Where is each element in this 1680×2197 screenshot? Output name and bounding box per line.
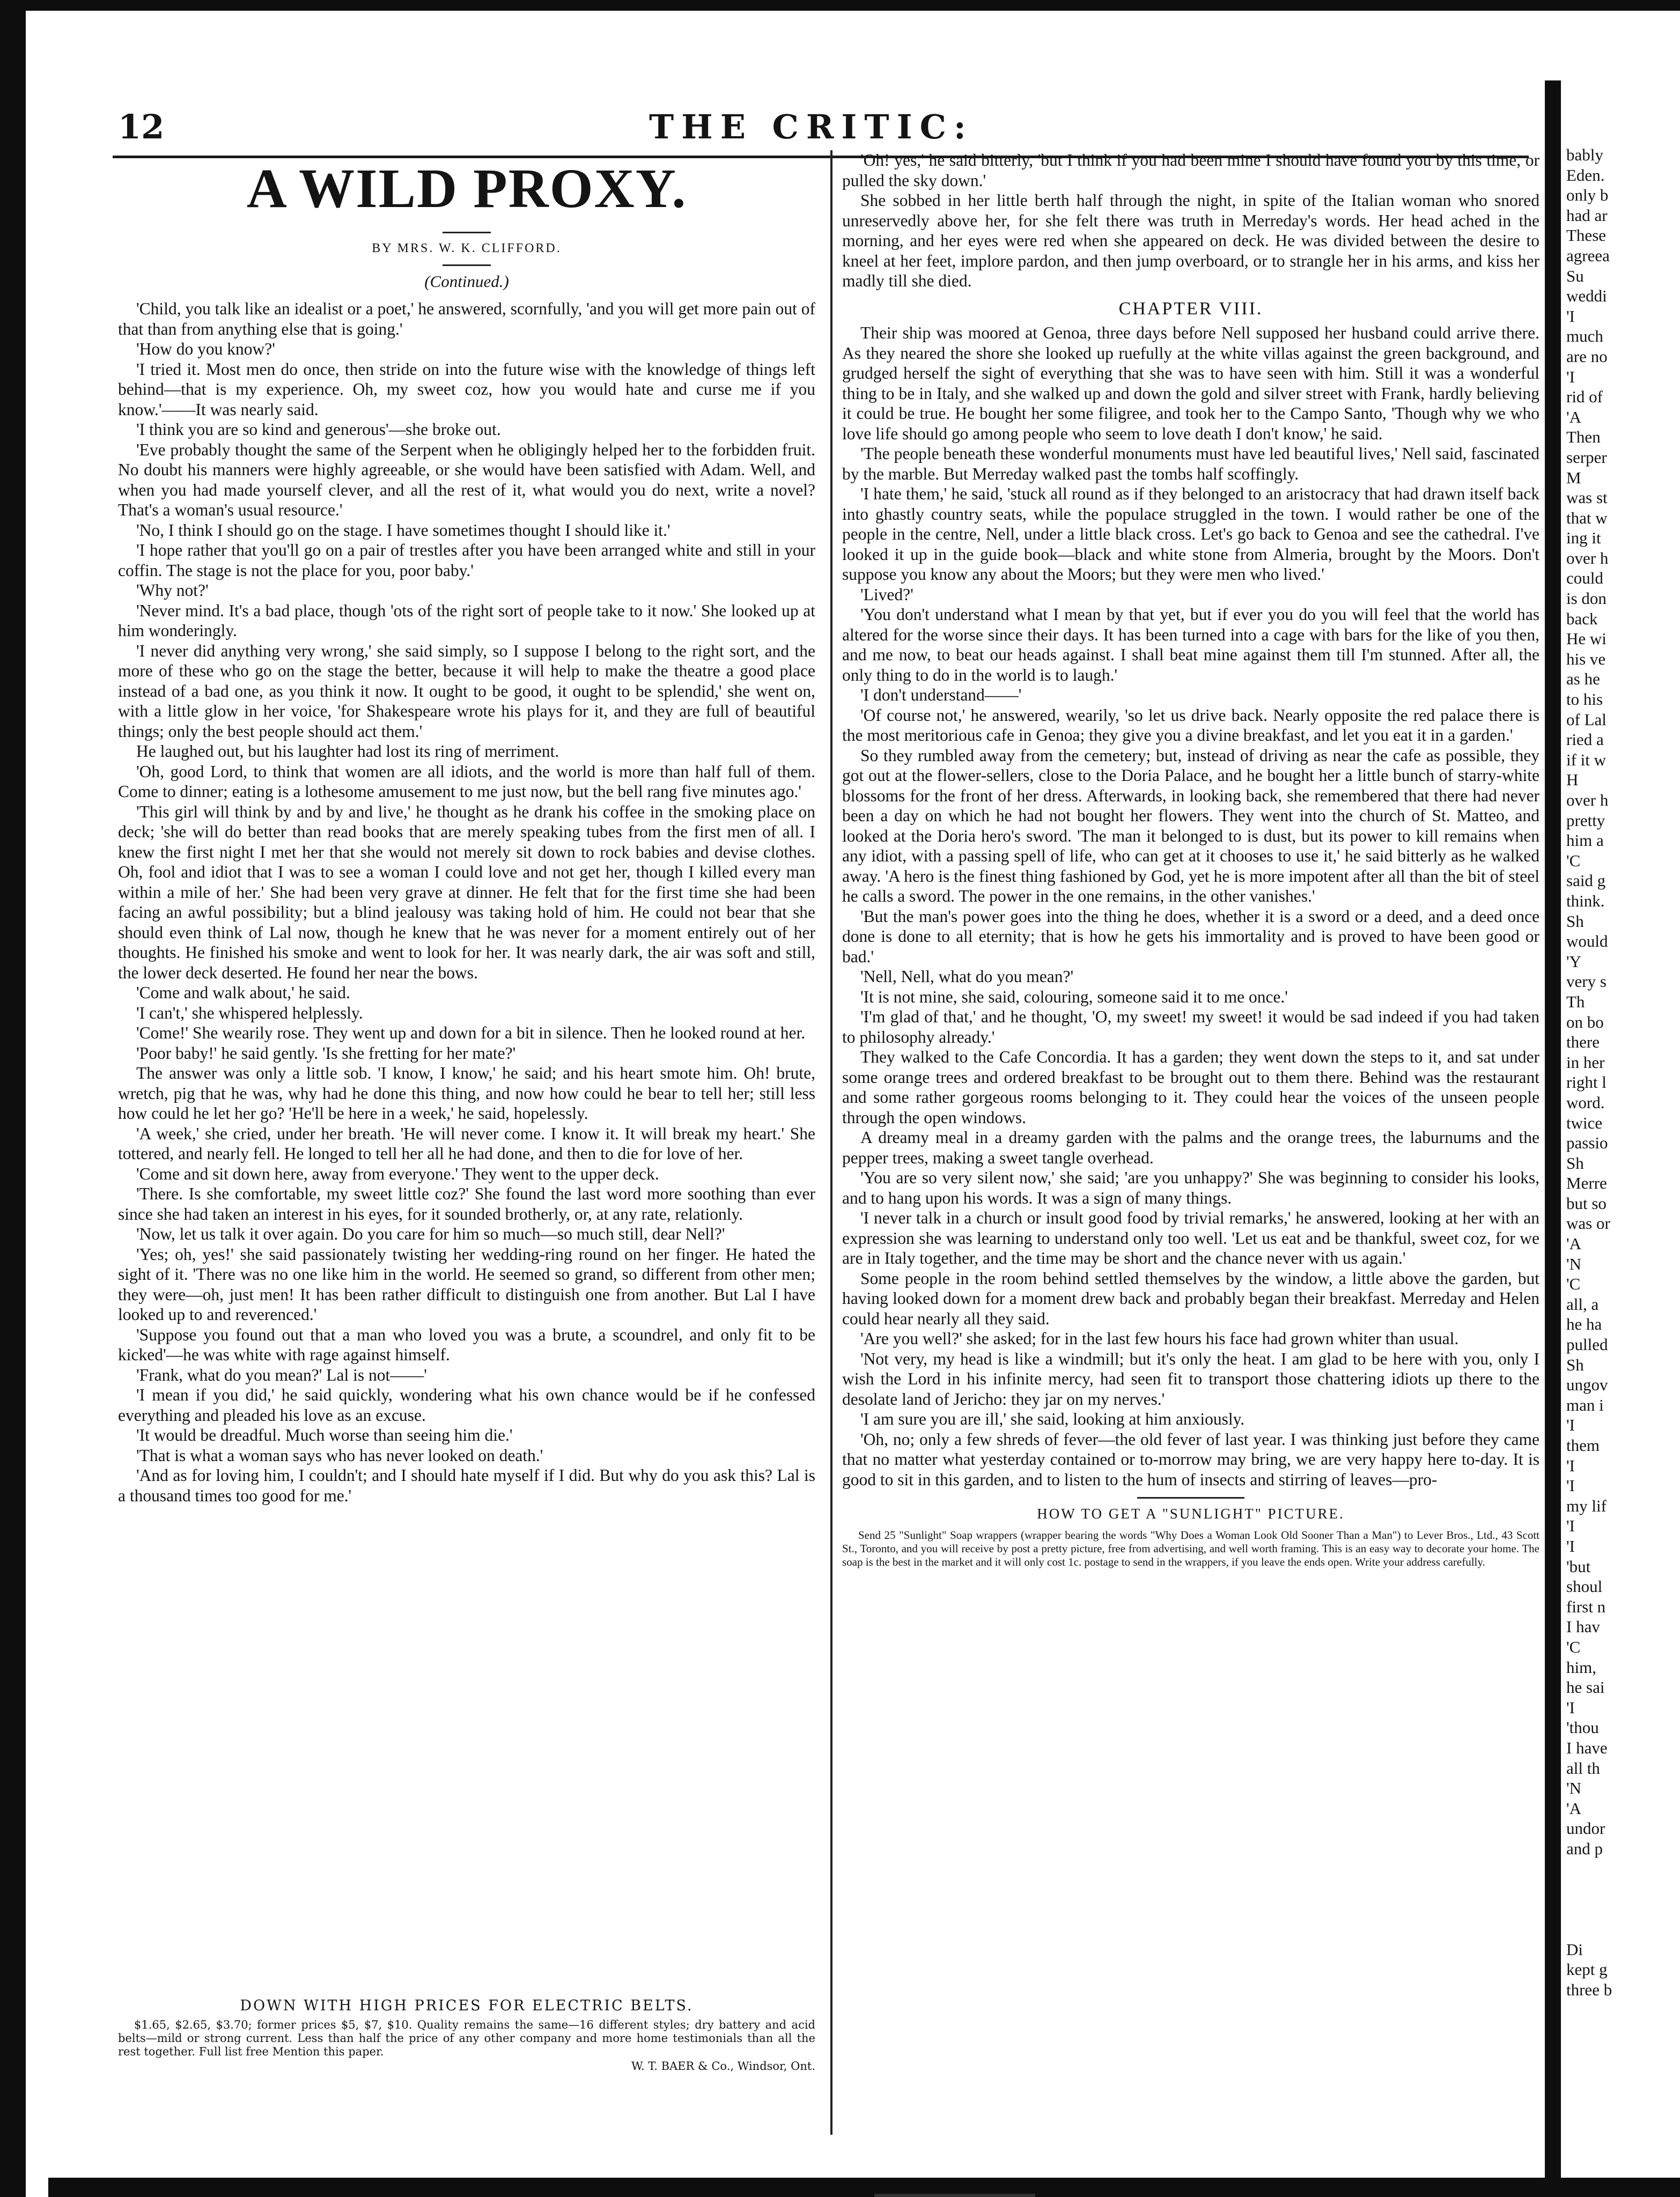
adjacent-page-line [1566,1919,1680,1940]
adjacent-page-line: him, [1566,1657,1596,1677]
adjacent-page-line: of Lal [1566,710,1607,729]
story-paragraph: He laughed out, but his laughter had lost its ring of merriment. [136,742,559,761]
publication-title: THE CRITIC: [649,107,974,146]
adjacent-page-line: 'A [1566,407,1581,426]
sunlight-ad-body: Send 25 "Sunlight" Soap wrappers (wrapper bearing the words "Why Does a Woman Look Old Sooner Than a Man") to Lever Bros., Ltd., 43 Scott St., Toronto, and you will receive by post a pretty picture, free from advertising, and well worth framing. This is an easy way to decorate your home. The soap is the best in the market and it will only cost 1c. postage to send in the wrappers, if you leave the ends open. Write your address carefully. [842,1528,1539,1568]
right-column-text-a [842,150,1539,291]
adjacent-page-line: kept g [1566,1960,1608,1979]
adjacent-page-line: back [1566,609,1598,628]
adjacent-page-line: 'but [1566,1557,1591,1576]
adjacent-page-line: 'I [1566,1415,1575,1435]
newspaper-page [59,86,1545,2140]
story-paragraph: Their ship was moored at Genoa, three days before Nell supposed her husband could arrive there. As they neared the shore she looked up ruefully at the white villas against the green background, and grudged herself the sight of everything that she was to have seen with him. Still it was a wonderful thing to be in Italy, and she walked up and down the gold and silver street with Frank, hardly believing it could be true. He bought her some filigree, and took her to the Campo Santo, 'Though why we who love life should go among people who seem to love death I don't know,' he said. [842,323,1539,443]
adjacent-page-line: weddi [1566,286,1607,306]
continued-label: (Continued.) [424,271,509,291]
story-paragraph: 'This girl will think by and by and live,' he thought as he drank his coffee in the smoking place on deck; 'she will do better than read books that are merely speaking tubes from the first men of all. I knew the first night I met her that she would not merely sit down to rock babies and devise clothes. Oh, fool and idiot that I was to see a woman I could love and not get her, though I killed every man within a mile of her.' She had been very grave at dinner. He felt that for the first time she had been facing an awful possibility; but a blind jealousy was taking hold of him. He could not bear that she should even think of Lal now, though he knew that he was never for a moment entirely out of her thoughts. He finished his smoke and went to look for her. It was nearly dark, the air was soft and still, the lower deck deserted. He found her near the bows. [118,802,815,982]
story-paragraph: 'You don't understand what I mean by that yet, but if ever you do you will feel that the world has altered for the worse since their days. It has been turned into a cage with bars for the like of you then, and me now, to beat our heads against. I shall beat mine against them till I'm stunned. After all, the only thing to do in the world is to laugh.' [842,605,1539,684]
adjacent-page-line: Di [1566,1940,1583,1959]
adjacent-page-line: undor [1566,1819,1605,1838]
adjacent-page-line: rid of [1566,387,1603,407]
adjacent-page-line: there [1566,1033,1600,1052]
adjacent-page-line: He wi [1566,629,1607,648]
adjacent-page-line: would [1566,932,1608,951]
left-binding-edge [0,0,26,2197]
adjacent-page-line: him a [1566,831,1604,850]
adjacent-page-line: serper [1566,447,1607,467]
column-divider [830,150,832,2135]
electric-belts-ad-heading: DOWN WITH HIGH PRICES FOR ELECTRIC BELTS. [240,1997,694,2014]
adjacent-page-line: man i [1566,1395,1604,1414]
story-paragraph: 'But the man's power goes into the thing he does, whether it is a sword or a deed, and a deed once done is done to all eternity; that is how he gets his immortality and is proved to have been good or bad.' [842,906,1539,966]
story-paragraph: 'Oh! yes,' he said bitterly, 'but I think if you had been mine I should have found you by this time, or pulled the sky down.' [842,151,1539,190]
right-column-text-b [842,323,1539,1490]
adjacent-page-line: is don [1566,589,1607,608]
adjacent-page-line: 'N [1566,1254,1581,1273]
adjacent-page-line: are no [1566,346,1608,366]
adjacent-page-line: bably [1566,145,1603,164]
adjacent-page-line: 'C [1566,851,1581,870]
adjacent-page-line: Su [1566,266,1584,285]
story-paragraph: So they rumbled away from the cemetery; but, instead of driving as near the cafe as possible, they got out at the flower-sellers, close to the Doria Palace, and he bought her a little bunch of starry-white blossoms for the front of her dress. Afterwards, in looking back, she remembered that there had never been a day on which he had not bought her flowers. They went into the church of St. Matteo, and looked at the Doria hero's sword. 'The man it belonged to is dust, but its power to kill remains when any idiot, with a passing spell of life, who can get at it chooses to use it,' he said bitterly as he walked away. 'A hero is the finest thing fashioned by God, yet he is more impotent after all than the bit of steel he calls a sword. The power in the one remains, in the other vanishes.' [842,746,1539,905]
story-paragraph: 'Child, you talk like an idealist or a poet,' he answered, scornfully, 'and you will get more pain out of that than from anything else that is going.' [118,299,815,338]
adjacent-page-line: and p [1566,1839,1603,1858]
story-paragraph: 'There. Is she comfortable, my sweet little coz?' She found the last word more soothing than ever since she had taken an interest in his eyes, for it sounded brotherly, or, at any rate, relationly. [118,1184,815,1223]
adjacent-page-line: right l [1566,1073,1607,1092]
story-paragraph: 'A week,' she cried, under her breath. 'He will never come. I know it. It will break my heart.' She tottered, and nearly fell. He longed to tell her all he had done, and then to die for love of her. [118,1124,815,1163]
adjacent-page-line: very s [1566,972,1607,991]
adjacent-page-line: Sh [1566,1153,1584,1173]
adjacent-page-line: in her [1566,1052,1605,1072]
adjacent-page-line: pretty [1566,810,1605,830]
adjacent-page-line: 'I [1566,367,1575,386]
adjacent-page-line: I have [1566,1738,1608,1757]
adjacent-page-line: Merre [1566,1174,1607,1193]
story-paragraph: 'Oh, no; only a few shreds of fever—the old fever of last year. I was thinking just before they came that no matter what yesterday contained or to-morrow may bring, we are very happy here to-day. It is good to sit in this garden, and to listen to the hum of insects and stirring of leaves—pro- [842,1429,1539,1489]
adjacent-page-line: 'Y [1566,952,1581,971]
left-column [118,150,815,1990]
adjacent-page-line: agreea [1566,246,1610,265]
byline-rule [443,264,491,266]
adjacent-page-line: Th [1566,992,1585,1011]
adjacent-page-line: pulled [1566,1335,1608,1354]
adjacent-page-line: but so [1566,1193,1607,1213]
story-paragraph: 'I don't understand——' [860,685,1022,704]
adjacent-page-line: on bo [1566,1012,1604,1031]
adjacent-page-line [1566,1879,1680,1899]
adjacent-page-line: to his [1566,690,1603,709]
story-paragraph: 'It is not mine, she said, colouring, someone said it to me once.' [860,987,1288,1006]
adjacent-page-line: only b [1566,186,1609,205]
adjacent-page-line: Sh [1566,911,1584,931]
adjacent-page-line: was st [1566,488,1608,507]
story-paragraph: 'Oh, good Lord, to think that women are all idiots, and the world is more than half full of them. Come to dinner; eating is a lothesome amusement to me just now, but the bell rang five minutes ago.' [118,762,815,801]
adjacent-page-line: had ar [1566,205,1608,225]
story-paragraph: 'How do you know?' [136,340,275,358]
adjacent-page-line: 'I [1566,1516,1575,1536]
story-paragraph: The answer was only a little sob. 'I know, I know,' he said; and his heart smote him. Oh! brute, wretch, pig that he was, why had he done this thing, and now how could he bear to tell her; still less how could he let her go? 'He'll be here in a week,' he said, hopelessly. [118,1064,815,1123]
story-paragraph: 'Nell, Nell, what do you mean?' [860,967,1074,986]
story-title: A WILD PROXY. [246,158,687,219]
story-paragraph: 'Eve probably thought the same of the Serpent when he obligingly helped her to the forbidden fruit. No doubt his manners were highly agreeable, or she would have been satisfied with Adam. Well, and when you had made yourself clever, and all the rest of it, what would you do next, write a novel? That's a woman's usual resource.' [118,440,815,519]
story-paragraph: 'No, I think I should go on the stage. I have sometimes thought I should like it.' [136,520,670,540]
adjacent-page-line: all th [1566,1758,1600,1778]
story-paragraph: A dreamy meal in a dreamy garden with the palms and the orange trees, the laburnums and the pepper trees, making a sweet tangle overhead. [842,1128,1539,1167]
bottom-scan-edge [48,2178,1680,2197]
adjacent-page-line: much [1566,327,1603,346]
adjacent-page-line: over h [1566,791,1609,809]
adjacent-page-line: if it w [1566,750,1607,769]
right-column [842,150,1539,2156]
ad-separator-rule [1137,1497,1244,1499]
story-byline: BY MRS. W. K. CLIFFORD. [372,241,562,255]
adjacent-page-line: shoul [1566,1577,1603,1596]
adjacent-page-line: Sh [1566,1355,1584,1374]
adjacent-page-line: his ve [1566,649,1606,668]
adjacent-page-line: 'thou [1566,1718,1599,1737]
chapter-heading: CHAPTER VIII. [1118,298,1263,319]
adjacent-page-line: twice [1566,1113,1603,1132]
adjacent-page-line: them [1566,1436,1600,1455]
adjacent-page-line [1566,1859,1680,1879]
story-paragraph: 'I mean if you did,' he said quickly, wondering what his own chance would be if he confessed everything and pleaded his love as an excuse. [118,1385,815,1425]
story-paragraph: 'You are so very silent now,' she said; 'are you unhappy?' She was beginning to consider his looks, and to hang upon his words. It was a sign of many things. [842,1168,1539,1207]
adjacent-page-line: ing it [1566,528,1601,548]
story-paragraph: 'Never mind. It's a bad place, though 'ots of the right sort of people take to it now.' She looked up at him wonderingly. [118,601,815,640]
adjacent-page-line: 'I [1566,1698,1575,1717]
left-column-text [118,299,815,1506]
story-paragraph: 'I think you are so kind and generous'—she broke out. [136,420,501,439]
electric-belts-ad-body: $1.65, $2.65, $3.70; former prices $5, $7, $10. Quality remains the same—16 different styles; dry battery and acid belts—mild or strong current. Less than half the price of any other company and more home testimonials than all the rest together. Full list free Mention this paper. [118,2018,815,2058]
top-scan-edge [0,0,1680,11]
adjacent-page-line: M [1566,468,1581,487]
adjacent-page-line: 'C [1566,1274,1581,1294]
story-paragraph: 'Frank, what do you mean?' Lal is not——' [136,1365,427,1384]
adjacent-page-line: ungov [1566,1375,1608,1395]
adjacent-page-line: word. [1566,1093,1605,1112]
adjacent-page-line: said g [1566,871,1606,890]
story-paragraph: 'Yes; oh, yes!' she said passionately twisting her wedding-ring round on her finger. He hated the sight of it. 'There was no one like him in the world. He seemed so grand, so different from other men; they were—oh, just men! It has been rather difficult to distinguish one from another. But Lal I have looked up to and reverenced.' [118,1244,815,1324]
story-paragraph: 'That is what a woman says who has never looked on death.' [136,1446,543,1465]
adjacent-page-line: 'A [1566,1234,1581,1254]
story-paragraph: Some people in the room behind settled themselves by the window, a little above the garden, but having looked down for a moment drew back and probably began their breakfast. Merreday and Helen could hear nearly all they said. [842,1269,1539,1328]
electric-belts-ad [118,1995,815,2073]
adjacent-page-fragment [1566,145,1680,2000]
story-paragraph: 'The people beneath these wonderful monuments must have led beautiful lives,' Nell said, fascinated by the marble. But Merreday walked past the tombs half scoffingly. [842,444,1539,483]
story-paragraph: 'It would be dreadful. Much worse than seeing him die.' [136,1426,513,1444]
story-paragraph: 'Are you well?' she asked; for in the last few hours his face had grown whiter than usual. [860,1329,1459,1348]
story-paragraph: 'I'm glad of that,' and he thought, 'O, my sweet! my sweet! it would be sad indeed if you had taken to philosophy already.' [842,1007,1539,1046]
story-paragraph: 'Come and sit down here, away from everyone.' They went to the upper deck. [136,1164,659,1183]
adjacent-page-line: passio [1566,1133,1608,1153]
adjacent-page-line: These [1566,226,1607,245]
adjacent-page-line: I hav [1566,1617,1600,1636]
title-rule [443,232,491,233]
sunlight-ad [842,1504,1539,1569]
adjacent-page-line: 'C [1566,1637,1581,1656]
story-paragraph: 'I hope rather that you'll go on a pair of trestles after you have been arranged white and still in your coffin. The stage is not the place for you, poor baby.' [118,541,815,580]
adjacent-page-line: think. [1566,891,1605,910]
adjacent-page-line: over h [1566,548,1609,567]
adjacent-page-line: 'I [1566,1476,1575,1495]
adjacent-page-line: 'A [1566,1798,1581,1818]
story-paragraph: 'Come and walk about,' he said. [136,983,350,1002]
sunlight-ad-heading: HOW TO GET A "SUNLIGHT" PICTURE. [1037,1506,1345,1522]
adjacent-page-line: as he [1566,669,1600,689]
story-paragraph: 'Come!' She wearily rose. They went up and down for a bit in silence. Then he looked round at her. [136,1023,806,1042]
story-paragraph: 'I am sure you are ill,' she said, looking at him anxiously. [860,1410,1245,1428]
story-paragraph: 'I never did anything very wrong,' she said simply, so I suppose I belong to the right sort, and the more of these who go on the stage the better, because it will help to make the theatre a good place instead of a bad one, as you think it now. It ought to be good, it ought to be splendid,' she went on, with a little glow in her voice, 'for Shakespeare wrote his plays for it, and they are full of beautiful things; only the best people should act them.' [118,641,815,741]
story-paragraph: They walked to the Cafe Concordia. It has a garden; they went down the steps to it, and sat under some orange trees and ordered breakfast to be brought out to them there. Behind was the restaurant and some rather gorgeous rooms belonging to it. They could hear the voices of the unseen people through the open windows. [842,1048,1539,1127]
adjacent-page-line: 'I [1566,306,1575,326]
gutter-shadow [1545,80,1561,2197]
bottom-print-mark [874,2194,1035,2197]
story-paragraph: 'Not very, my head is like a windmill; but it's only the heat. I am glad to be here with you, only I wish the Lord in his infinite mercy, had seen fit to transport those chattering idiots up there to the desolate land of Jericho: they jar on my nerves.' [842,1349,1539,1409]
story-paragraph: 'Why not?' [136,581,209,600]
adjacent-page-line: that w [1566,508,1608,527]
story-paragraph: 'I can't,' she whispered helplessly. [136,1003,363,1022]
adjacent-page-line: was or [1566,1214,1610,1233]
story-paragraph: 'And as for loving him, I couldn't; and I should hate myself if I did. But why do you ask this? Lal is a thousand times too good for me.' [118,1466,815,1505]
adjacent-page-line: Then [1566,427,1601,447]
adjacent-page-line: H [1566,770,1579,790]
story-paragraph: 'Suppose you found out that a man who loved you was a brute, a scoundrel, and only fit to be kicked'—he was white with rage against himself. [118,1325,815,1364]
story-paragraph: She sobbed in her little berth half through the night, in spite of the Italian woman who snored unreservedly above her, for she felt there was truth in Merreday's words. Her head ached in the morning, and her eyes were red when she appeared on deck. He was divided between the desire to kneel at her feet, implore pardon, and then jump overboard, or to strangle her in his arms, and kiss her madly till she died. [842,191,1539,290]
adjacent-page-line: 'I [1566,1536,1575,1555]
adjacent-page-line: 'I [1566,1456,1575,1475]
story-paragraph: 'Now, let us talk it over again. Do you care for him so much—so much still, dear Nell?' [136,1225,725,1243]
story-paragraph: 'Lived?' [860,585,913,604]
adjacent-page-line [1566,1899,1680,1920]
adjacent-page-line: 'N [1566,1779,1581,1798]
adjacent-page-line: Eden. [1566,165,1605,185]
story-paragraph: 'Of course not,' he answered, wearily, 'so let us drive back. Nearly opposite the red palace there is the most meritorious cafe in Genoa; they give you a divine breakfast, and let you eat it in a garden.' [842,705,1539,744]
story-paragraph: 'Poor baby!' he said gently. 'Is she fretting for her mate?' [136,1043,516,1063]
adjacent-page-line: my lif [1566,1496,1607,1515]
story-paragraph: 'I never talk in a church or insult good food by trivial remarks,' he answered, looking at her with an expression she was learning to understand only too well. 'Let us eat and be thankful, sweet coz, for we are in Italy together, and the time may be short and the chance never with us again.' [842,1208,1539,1267]
adjacent-page-line: ried a [1566,730,1604,749]
adjacent-page-line: first n [1566,1597,1606,1616]
adjacent-page-line: he sai [1566,1678,1605,1697]
running-head [59,102,1523,150]
electric-belts-advertiser: W. T. BAER & Co., Windsor, Ont. [631,2060,815,2073]
adjacent-page-line: he ha [1566,1315,1602,1334]
adjacent-page-line: three b [1566,1980,1612,2000]
story-paragraph: 'I hate them,' he said, 'stuck all round as if they belonged to an aristocracy that had drawn itself back into ghastly country seats, while the populace struggled in the town. I would rather be one of the people in the centre, Nell, under a little black cross. Let's go back to Genoa and see the cathedral. I've looked it up in the guide book—black and white stone from Almeria, brought by the Moors. Don't suppose you know any about the Moors; but they were men who lived.' [842,484,1539,584]
adjacent-page-line: could [1566,569,1603,588]
story-paragraph: 'I tried it. Most men do once, then stride on into the future wise with the knowledge of things left behind—that is my experience. Oh, my sweet coz, how you would hate and curse me if you know.'——It was nearly said. [118,359,815,419]
adjacent-page-line: all, a [1566,1294,1599,1314]
page-number: 12 [118,107,165,146]
